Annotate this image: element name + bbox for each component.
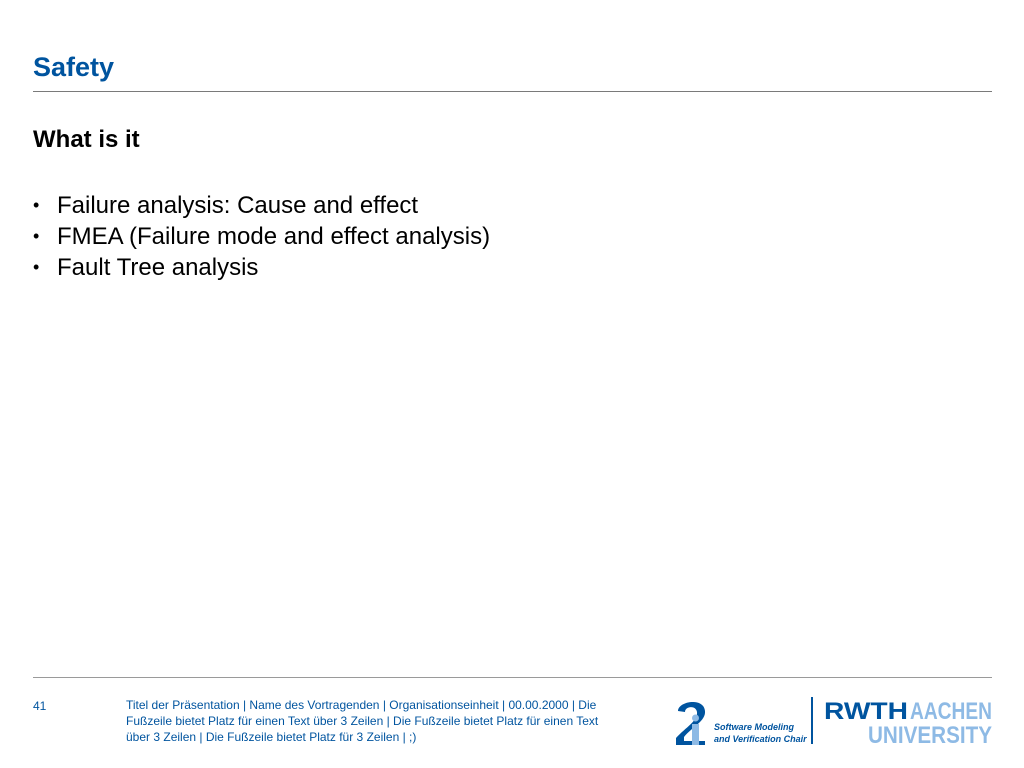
chair-logo (674, 697, 809, 747)
bullet-dot-icon: • (33, 257, 40, 277)
footer-text: Titel der Präsentation | Name des Vortragenden | Organisationseinheit | 00.00.2000 | Die Fußzeile bietet Platz für einen Text über 3 Zeilen | Die Fußzeile bietet Platz für einen Text über 3 Zeilen | Die Fußzeile bietet Platz für 3 Zeilen | ;) (126, 698, 599, 744)
slide-subtitle: What is it (33, 126, 140, 153)
bullet-list (33, 190, 490, 283)
bullet-item (33, 221, 490, 252)
page-number: 41 (33, 699, 47, 713)
bullet-item (33, 252, 490, 283)
chair-logo-line2: and Verification Chair (714, 734, 807, 744)
university-logo-word3: UNIVERSITY (868, 722, 992, 749)
bullet-text: FMEA (Failure mode and effect analysis) (57, 223, 491, 250)
bullet-dot-icon: • (33, 226, 40, 246)
title-divider (33, 91, 992, 92)
bullet-item (33, 190, 490, 221)
university-logo-word2: AACHEN (910, 698, 992, 725)
university-logo (824, 697, 994, 747)
footer-divider (33, 677, 992, 678)
bullet-text: Failure analysis: Cause and effect (57, 192, 419, 219)
logo-separator (811, 697, 813, 744)
bullet-text: Fault Tree analysis (57, 254, 259, 281)
university-logo-word1: RWTH (824, 698, 908, 725)
slide-title: Safety (33, 52, 115, 82)
chair-logo-line1: Software Modeling (714, 722, 795, 732)
bullet-dot-icon: • (33, 195, 40, 215)
